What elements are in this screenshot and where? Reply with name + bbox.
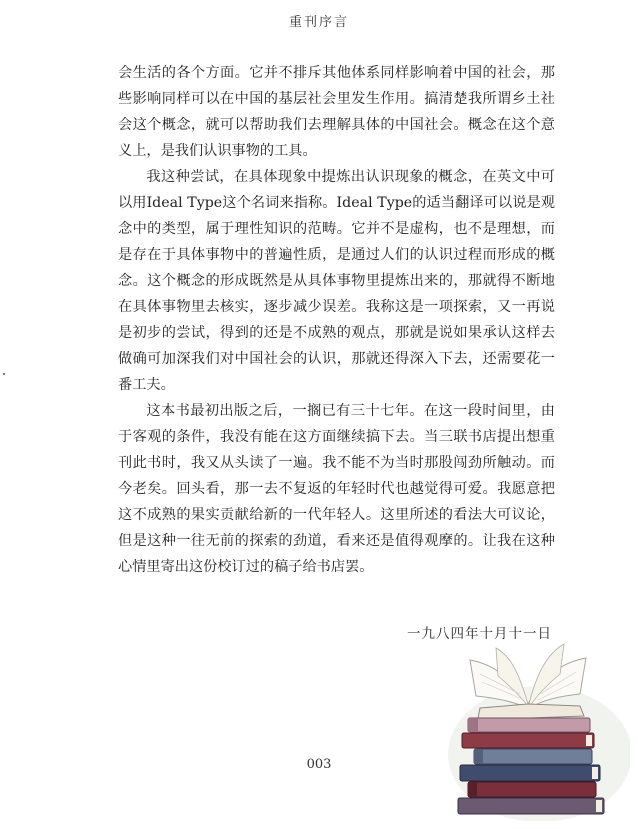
- paragraph: 我这种尝试，在具体现象中提炼出认识现象的概念，在英文中可以用Ideal Type这个名词来指称。Ideal Type的适当翻译可以说是观念中的类型，属于理性知识的范畴。它并不是虚构，也不是理想，而是存在于具体事物中的普遍性质，是通过人们的认识过程而形成的概念。这个概念的形成既然是从具体事物里提炼出来的，那就得不断地在具体事物里去核实，逐步减少误差。我称这是一项探索，又一再说是初步的尝试，得到的还是不成熟的观点，那就是说如果承认这样去做确可加深我们对中国社会的认识，那就还得深入下去，还需要花一番工夫。: [118, 169, 555, 393]
- paragraph: 这本书最初出版之后，一搁已有三十七年。在这一段时间里，由于客观的条件，我没有能在这方面继续搞下去。当三联书店提出想重刊此书时，我又从头读了一遍。我不能不为当时那股闯劲所触动。而今老矣。回头看，那一去不复返的年轻时代也越觉得可爱。我愿意把这不成熟的果实贡献给新的一代年轻人。这里所述的看法大可议论，但是这种一往无前的探索的劲道，看来还是值得观摩的。让我在这种心情里寄出这份校订过的稿子给书店罢。: [118, 403, 555, 575]
- running-head: 重刊序言: [288, 15, 349, 30]
- margin-mark: [3, 373, 5, 375]
- signoff-date: 一九八四年十月十一日: [407, 626, 552, 642]
- paragraph: 会生活的各个方面。它并不排斥其他体系同样影响着中国的社会，那些影响同样可以在中国的基层社会里发生作用。搞清楚我所谓乡土社会这个概念，就可以帮助我们去理解具体的中国社会。概念在这个意义上，是我们认识事物的工具。: [118, 65, 555, 159]
- page-number: 003: [306, 757, 332, 772]
- book-stack-illustration: [440, 636, 630, 821]
- body-text: [118, 60, 555, 580]
